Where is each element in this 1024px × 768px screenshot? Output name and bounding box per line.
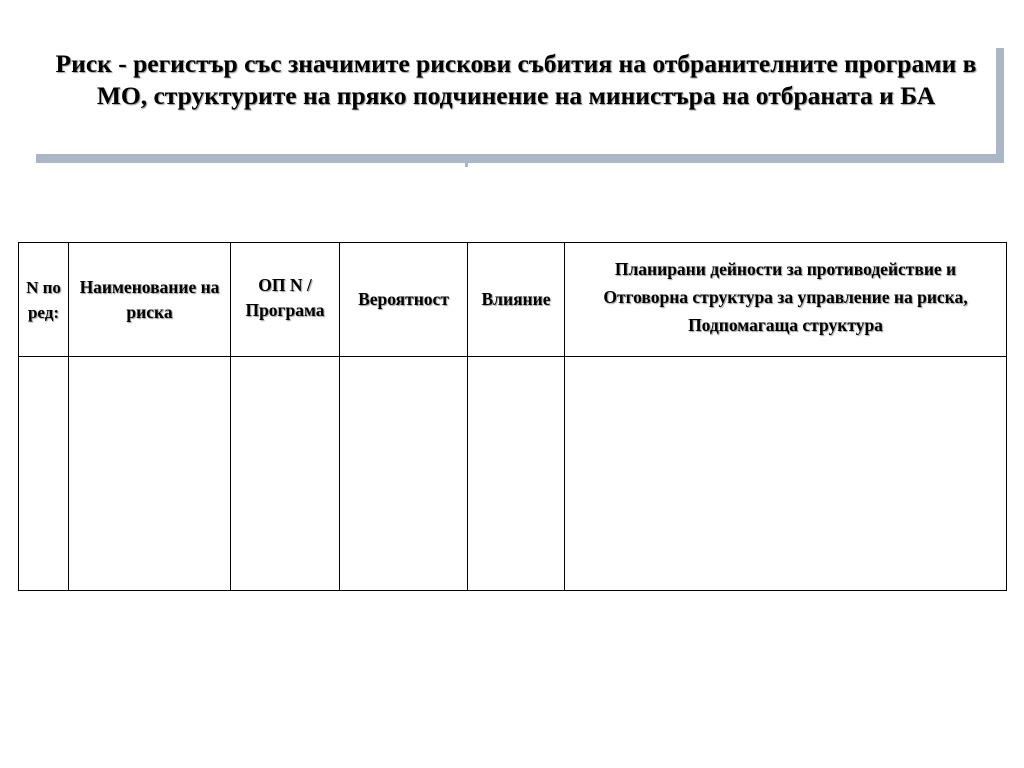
- cell-planned-activities[interactable]: [565, 357, 1007, 591]
- header-program: ОП N / Програма: [231, 243, 340, 357]
- header-risk-name: Наименование на риска: [69, 243, 231, 357]
- table-header-row: [19, 243, 1007, 357]
- header-planned-activities: Планирани дейности за противодействие и Отговорна структура за управление на риска, Подпомагаща структура: [565, 243, 1007, 357]
- title-frame-mark: [465, 162, 468, 167]
- header-impact: Влияние: [468, 243, 565, 357]
- title-frame-right-border: [996, 48, 1004, 163]
- cell-row-number[interactable]: [19, 357, 69, 591]
- table-row: [19, 357, 1007, 591]
- cell-probability[interactable]: [340, 357, 468, 591]
- cell-risk-name[interactable]: [69, 357, 231, 591]
- title-frame-bottom-border: [36, 154, 1004, 163]
- cell-program[interactable]: [231, 357, 340, 591]
- header-probability: Вероятност: [340, 243, 468, 357]
- risk-register-table: [18, 242, 1007, 591]
- cell-impact[interactable]: [468, 357, 565, 591]
- header-row-number: N по ред:: [19, 243, 69, 357]
- slide-title: Риск - регистър със значимите рискови събития на отбранителните програми в МО, структурите на пряко подчинение на министъра на отбраната и БА: [55, 49, 977, 110]
